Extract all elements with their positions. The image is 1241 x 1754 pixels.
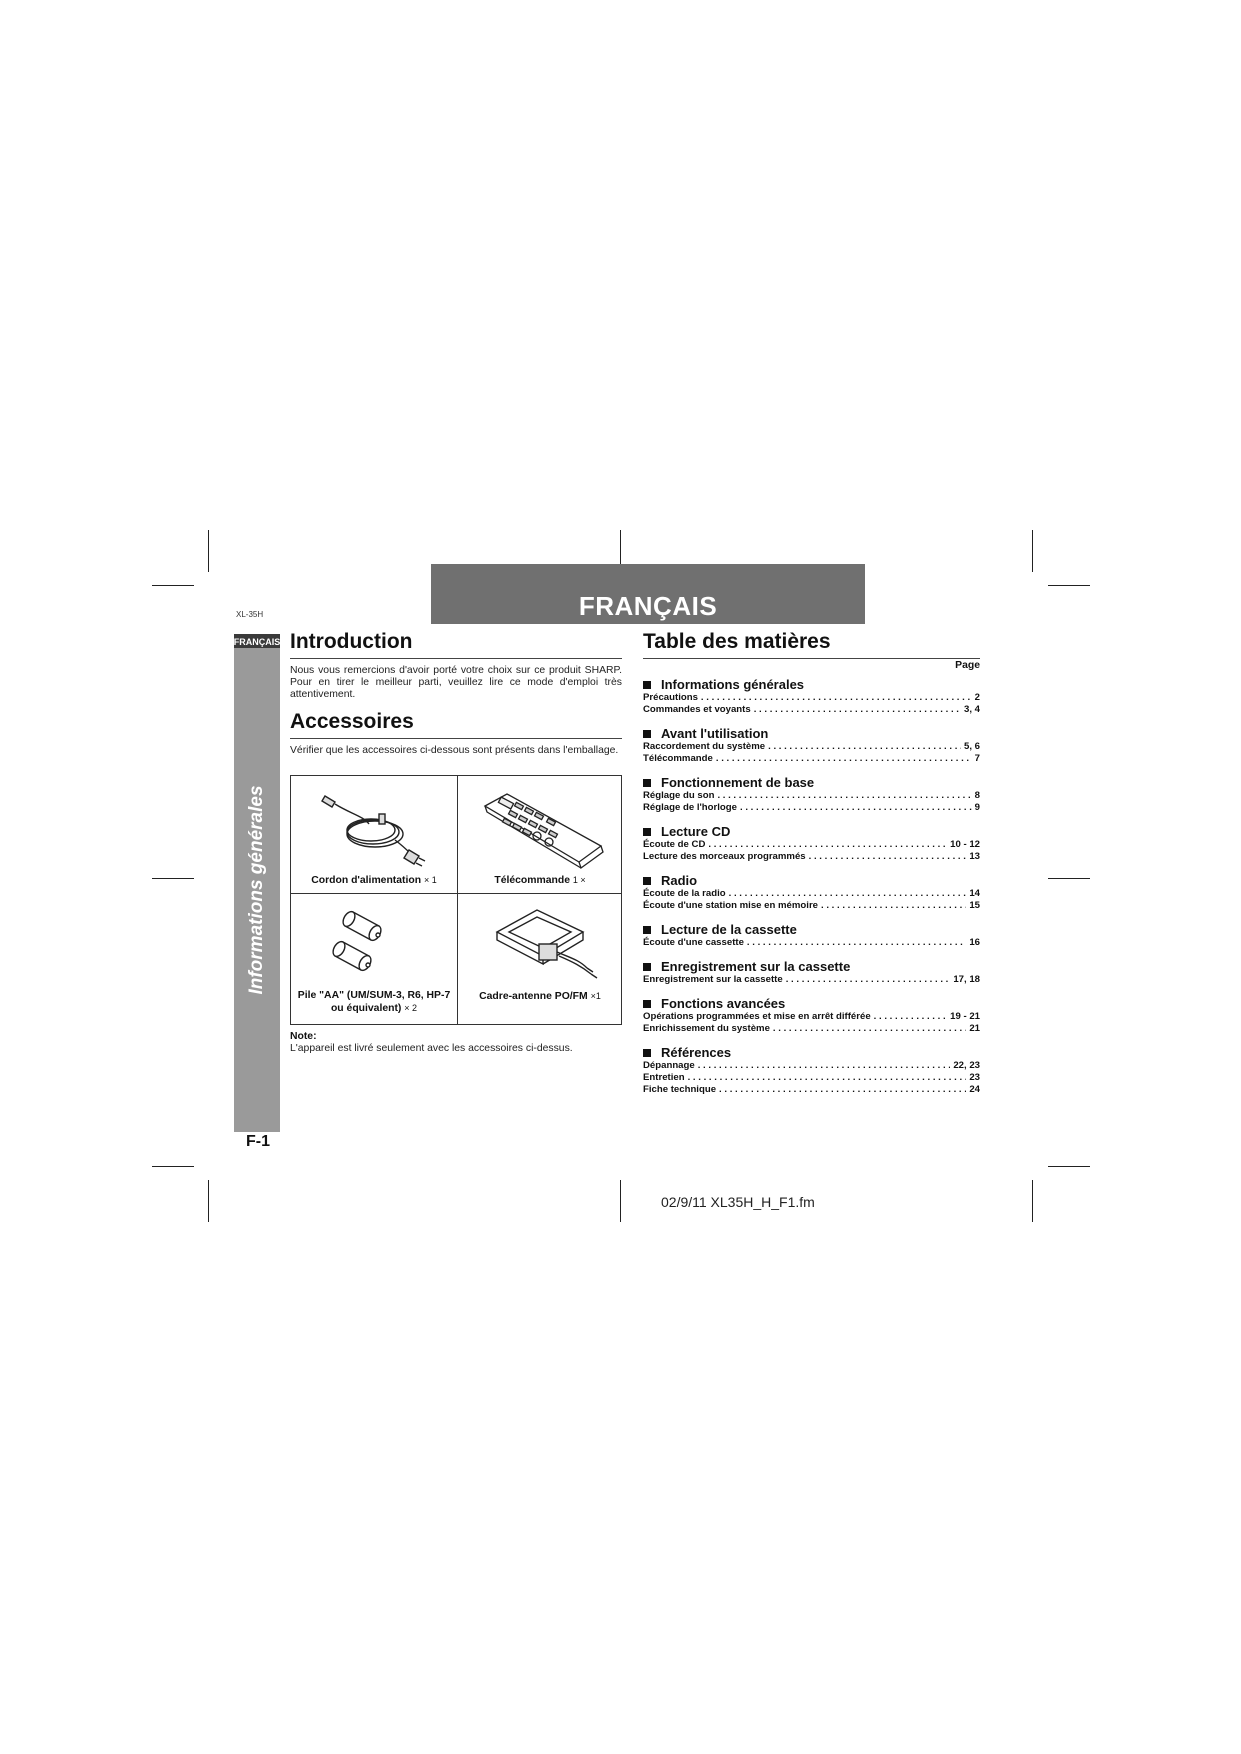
crop-mark: [152, 585, 194, 586]
toc-leader-dots: [729, 888, 967, 900]
bullet-square-icon: [643, 1000, 651, 1008]
toc-entry: [643, 1011, 980, 1023]
toc-heading-text: Lecture CD: [661, 824, 731, 839]
power-cord-icon: [311, 784, 431, 872]
toc-entry-page: 5, 6: [963, 741, 980, 752]
toc-section: [643, 824, 980, 863]
toc-leader-dots: [701, 692, 972, 704]
toc-section: [643, 996, 980, 1035]
accessories-table: [290, 775, 622, 1025]
toc-entry-label: Réglage de l'horloge: [643, 802, 737, 813]
toc-entry: [643, 900, 980, 912]
toc-entry-label: Lecture des morceaux programmés: [643, 851, 806, 862]
toc-leader-dots: [874, 1011, 947, 1023]
toc-entry: [643, 1072, 980, 1084]
file-footer: 02/9/11 XL35H_H_F1.fm: [661, 1194, 815, 1210]
toc-sections: [643, 677, 980, 1096]
bullet-square-icon: [643, 1049, 651, 1057]
toc-leader-dots: [754, 704, 961, 716]
crop-mark: [1032, 530, 1033, 572]
introduction-title: Introduction: [290, 630, 622, 659]
toc-entry-label: Raccordement du système: [643, 741, 766, 752]
toc-entry: [643, 974, 980, 986]
toc-entry: [643, 802, 980, 814]
accessory-label-battery: Pile "AA" (UM/SUM-3, R6, HP-7 ou équivalent) × 2: [297, 990, 451, 1014]
crop-mark: [152, 878, 194, 879]
toc-entry-label: Réglage du son: [643, 790, 715, 801]
toc-leader-dots: [809, 851, 967, 863]
toc-leader-dots: [688, 1072, 967, 1084]
toc-entry-label: Télécommande: [643, 753, 713, 764]
toc-entry-page: 7: [974, 753, 980, 764]
bullet-square-icon: [643, 828, 651, 836]
accessories-text: Vérifier que les accessoires ci-dessous sont présents dans l'emballage.: [290, 745, 619, 756]
toc-section-heading: [643, 824, 980, 839]
toc-entry: [643, 790, 980, 802]
crop-mark: [620, 1180, 621, 1222]
toc-entry-label: Écoute de la radio: [643, 888, 726, 899]
toc-section: [643, 873, 980, 912]
toc-entry-label: Écoute d'une cassette: [643, 937, 744, 948]
toc-entry-page: 23: [969, 1072, 980, 1083]
toc-entry-label: Commandes et voyants: [643, 704, 751, 715]
toc-entry-page: 8: [974, 790, 980, 801]
toc-heading-text: Fonctionnement de base: [661, 775, 815, 790]
introduction-text: Nous vous remercions d'avoir porté votre choix sur ce produit SHARP. Pour en tirer le meilleur parti, veuillez lire ce mode d'emploi très attentivement.: [290, 665, 622, 700]
toc-entry-page: 22, 23: [953, 1060, 980, 1071]
toc-section-heading: [643, 959, 980, 974]
toc-entry: [643, 741, 980, 753]
toc-entry-page: 24: [969, 1084, 980, 1095]
note-title: Note:: [290, 1031, 317, 1042]
remote-control-icon: [477, 784, 605, 870]
toc-leader-dots: [698, 1060, 951, 1072]
crop-mark: [1048, 1166, 1090, 1167]
battery-icon: [331, 904, 421, 984]
toc-entry-label: Entretien: [643, 1072, 685, 1083]
bullet-square-icon: [643, 730, 651, 738]
toc-entry-page: 16: [969, 937, 980, 948]
crop-mark: [152, 1166, 194, 1167]
toc-entry: [643, 839, 980, 851]
toc-section-heading: [643, 922, 980, 937]
toc-section-heading: [643, 996, 980, 1011]
toc-entry: [643, 692, 980, 704]
model-number: XL-35H: [236, 610, 264, 619]
bullet-square-icon: [643, 963, 651, 971]
toc-entry-page: 10 - 12: [950, 839, 980, 850]
toc-section: [643, 922, 980, 949]
toc-leader-dots: [768, 741, 961, 753]
toc-entry: [643, 888, 980, 900]
toc-heading-text: Références: [661, 1045, 732, 1060]
note-text: L'appareil est livré seulement avec les accessoires ci-dessus.: [290, 1043, 573, 1054]
toc-heading-text: Lecture de la cassette: [661, 922, 797, 937]
toc-entry-page: 3, 4: [963, 704, 980, 715]
table-divider: [457, 776, 458, 1024]
toc-page-label: Page: [955, 660, 980, 671]
toc-heading-text: Radio: [661, 873, 698, 888]
side-section-label: Informations générales: [246, 785, 267, 995]
toc-leader-dots: [719, 1084, 966, 1096]
table-divider: [291, 893, 621, 894]
toc-heading-text: Avant l'utilisation: [661, 726, 769, 741]
toc-entry-label: Écoute d'une station mise en mémoire: [643, 900, 819, 911]
bullet-square-icon: [643, 926, 651, 934]
toc-leader-dots: [786, 974, 951, 986]
accessory-label-remote: Télécommande 1 ×: [494, 875, 586, 886]
toc-entry-label: Précautions: [643, 692, 698, 703]
crop-mark: [1032, 1180, 1033, 1222]
toc-entry: [643, 753, 980, 765]
toc-section: [643, 959, 980, 986]
toc-leader-dots: [717, 790, 971, 802]
toc-entry: [643, 1084, 980, 1096]
toc-section: [643, 1045, 980, 1096]
toc-leader-dots: [747, 937, 966, 949]
page-number: F-1: [246, 1133, 270, 1150]
toc-entry-label: Opérations programmées et mise en arrêt différée: [643, 1011, 871, 1022]
toc-entry: [643, 1023, 980, 1035]
toc-entry-label: Enrichissement du système: [643, 1023, 770, 1034]
language-banner: FRANÇAIS: [431, 564, 865, 624]
toc-entry-page: 13: [969, 851, 980, 862]
crop-mark: [208, 530, 209, 572]
accessory-label-antenna: Cadre-antenne PO/FM ×1: [479, 991, 601, 1002]
toc-section-heading: [643, 873, 980, 888]
toc-section-heading: [643, 677, 980, 692]
toc-entry-page: 9: [974, 802, 980, 813]
crop-mark: [1048, 585, 1090, 586]
toc-entry-page: 2: [974, 692, 980, 703]
toc-section-heading: [643, 726, 980, 741]
toc-section-heading: [643, 1045, 980, 1060]
toc-leader-dots: [821, 900, 966, 912]
crop-mark: [208, 1180, 209, 1222]
toc-section: [643, 726, 980, 765]
toc-entry-label: Écoute de CD: [643, 839, 706, 850]
toc-entry-page: 21: [969, 1023, 980, 1034]
toc-title: Table des matières: [643, 630, 980, 659]
toc-entry-label: Dépannage: [643, 1060, 695, 1071]
toc-section: [643, 775, 980, 814]
toc-entry-label: Fiche technique: [643, 1084, 717, 1095]
toc-entry: [643, 704, 980, 716]
toc-entry: [643, 851, 980, 863]
toc-entry: [643, 1060, 980, 1072]
accessory-label-power-cord: Cordon d'alimentation × 1: [311, 875, 437, 886]
toc-leader-dots: [716, 753, 972, 765]
toc-heading-text: Fonctions avancées: [661, 996, 786, 1011]
toc-entry-page: 17, 18: [953, 974, 980, 985]
toc-entry-label: Enregistrement sur la cassette: [643, 974, 783, 985]
toc-entry-page: 19 - 21: [950, 1011, 980, 1022]
toc-heading-text: Enregistrement sur la cassette: [661, 959, 851, 974]
toc-entry-page: 15: [969, 900, 980, 911]
toc-leader-dots: [773, 1023, 966, 1035]
bullet-square-icon: [643, 877, 651, 885]
toc-section-heading: [643, 775, 980, 790]
toc-entry-page: 14: [969, 888, 980, 899]
loop-antenna-icon: [487, 902, 607, 988]
toc-leader-dots: [740, 802, 972, 814]
crop-mark: [1048, 878, 1090, 879]
table-of-contents: [643, 660, 980, 1106]
bullet-square-icon: [643, 681, 651, 689]
toc-entry: [643, 937, 980, 949]
toc-section: [643, 677, 980, 716]
toc-leader-dots: [708, 839, 947, 851]
toc-heading-text: Informations générales: [661, 677, 805, 692]
side-language-tag: FRANÇAIS: [234, 634, 280, 650]
accessories-title: Accessoires: [290, 710, 622, 739]
bullet-square-icon: [643, 779, 651, 787]
